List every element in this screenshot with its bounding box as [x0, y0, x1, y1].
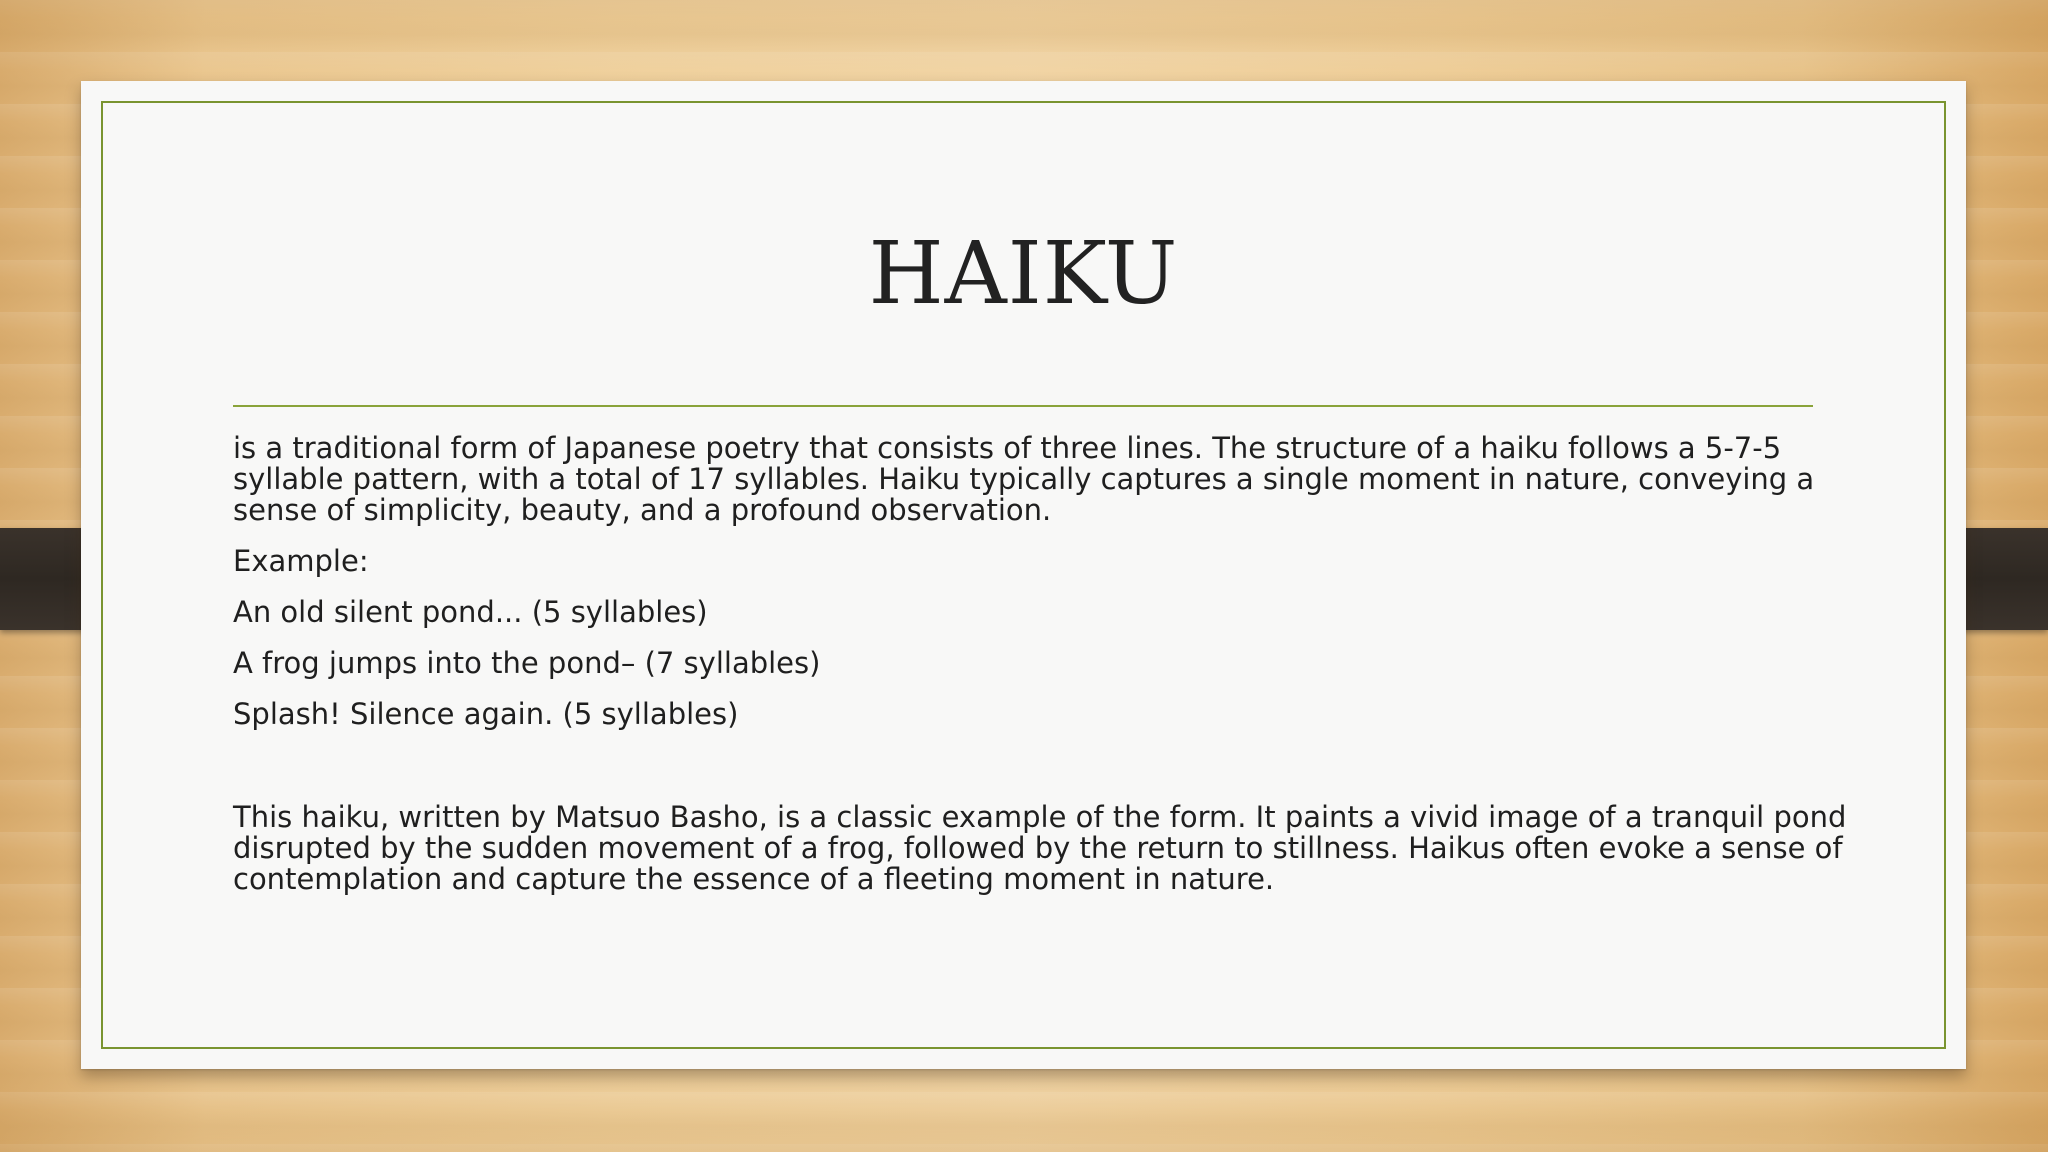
title-divider — [233, 405, 1813, 407]
commentary-paragraph: This haiku, written by Matsuo Basho, is a classic example of the form. It paints a vivid image of a tranquil pond disrupted by the sudden movement of a frog, followed by the return to stillness. Haikus often evoke a sense of contemplation and capture the essence of a fleeting moment in nature. — [233, 800, 1847, 896]
haiku-line-1: An old silent pond... (5 syllables) — [233, 595, 708, 629]
slide-card — [81, 81, 1966, 1069]
slide-title: HAIKU — [868, 224, 1179, 324]
intro-paragraph: is a traditional form of Japanese poetry that consists of three lines. The structure of a haiku follows a 5-7-5 syllable pattern, with a total of 17 syllables. Haiku typically captures a single moment in nature, conveying a sense of simplicity, beauty, and a profound observation. — [233, 431, 1815, 527]
wood-background-bottom — [0, 1062, 2048, 1152]
slide-body — [233, 433, 1853, 895]
wood-background-top — [0, 0, 2048, 80]
example-label: Example: — [233, 544, 369, 578]
haiku-line-3: Splash! Silence again. (5 syllables) — [233, 697, 739, 731]
haiku-line-2: A frog jumps into the pond– (7 syllables) — [233, 646, 821, 680]
